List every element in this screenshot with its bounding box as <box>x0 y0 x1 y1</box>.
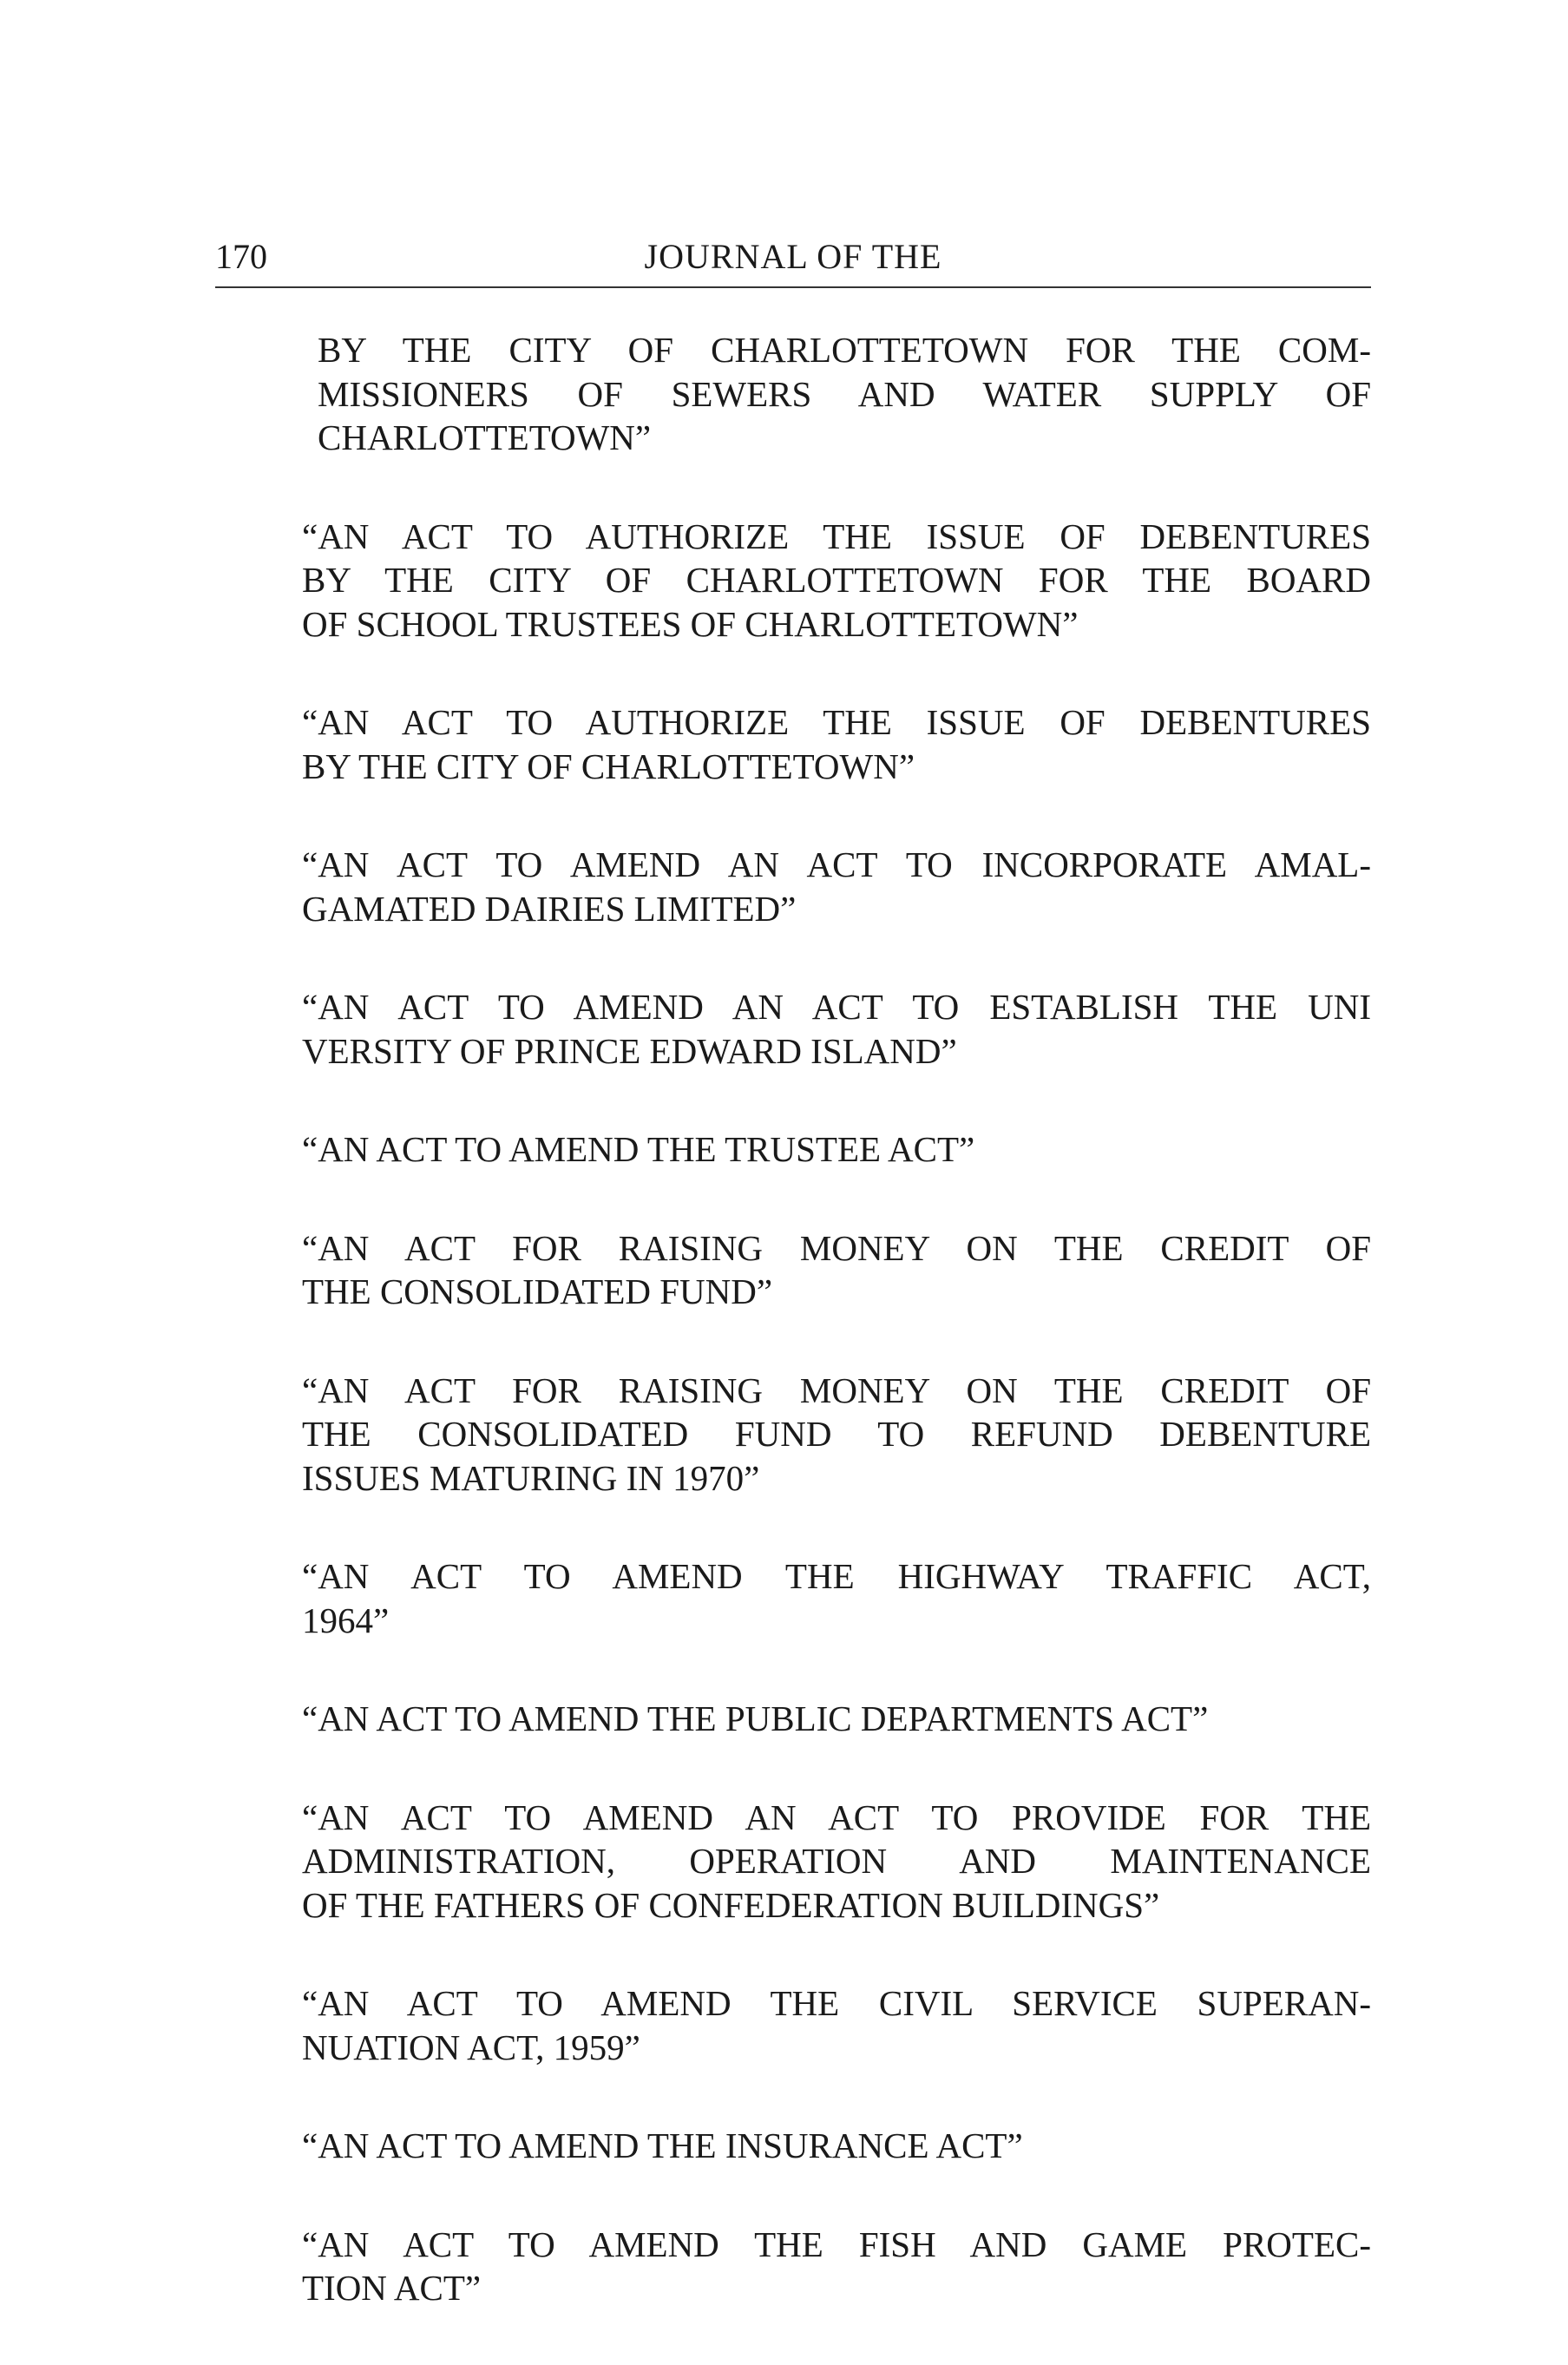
act-entry <box>274 2124 1371 2168</box>
act-entry-line: “AN ACT TO AMEND THE HIGHWAY TRAFFIC ACT, <box>302 1556 1371 1596</box>
act-entry-line: “AN ACT TO AMEND THE INSURANCE ACT” <box>302 2125 1023 2165</box>
act-entry-line: “AN ACT TO AMEND AN ACT TO INCORPORATE AMAL- <box>302 844 1371 884</box>
act-entry <box>274 843 1371 930</box>
act-entry-line: OF SCHOOL TRUSTEES OF CHARLOTTETOWN” <box>302 603 1079 644</box>
running-head <box>215 233 1371 281</box>
act-entry-line: NUATION ACT, 1959” <box>302 2027 640 2067</box>
act-entry-line: CHARLOTTETOWN” <box>318 417 652 457</box>
act-entry <box>274 1226 1371 1314</box>
act-entry-line: “AN ACT FOR RAISING MONEY ON THE CREDIT OF <box>302 1370 1371 1410</box>
act-entry-line: VERSITY OF PRINCE EDWARD ISLAND” <box>302 1030 957 1071</box>
act-entry-line: TION ACT” <box>302 2268 482 2308</box>
act-entry-line: “AN ACT TO AMEND THE FISH AND GAME PROTEC- <box>302 2224 1371 2264</box>
act-entry-line: 1964” <box>302 1600 390 1640</box>
act-entry-line: BY THE CITY OF CHARLOTTETOWN FOR THE COM- <box>318 330 1371 370</box>
act-entry <box>274 515 1371 647</box>
running-title: JOURNAL OF THE <box>644 237 942 276</box>
act-list <box>274 328 1371 2365</box>
act-entry <box>274 328 1371 460</box>
header-rule <box>215 286 1371 288</box>
act-entry-line: ISSUES MATURING IN 1970” <box>302 1457 760 1498</box>
act-entry-line: THE CONSOLIDATED FUND TO REFUND DEBENTURE <box>302 1414 1371 1454</box>
act-entry-line: “AN ACT TO AUTHORIZE THE ISSUE OF DEBENTURES <box>302 516 1371 556</box>
act-entry <box>274 1369 1371 1501</box>
act-entry-line: “AN ACT TO AMEND THE PUBLIC DEPARTMENTS ACT” <box>302 1698 1209 1738</box>
act-entry-line: ADMINISTRATION, OPERATION AND MAINTENANCE <box>302 1841 1371 1881</box>
act-entry <box>274 700 1371 788</box>
act-entry <box>274 985 1371 1073</box>
act-entry-line: THE CONSOLIDATED FUND” <box>302 1271 773 1311</box>
page-number: 170 <box>215 237 267 276</box>
act-entry-line: “AN ACT TO AMEND AN ACT TO PROVIDE FOR THE <box>302 1797 1371 1837</box>
act-entry-line: “AN ACT TO AMEND AN ACT TO ESTABLISH THE UNI <box>302 987 1371 1027</box>
act-entry <box>274 1127 1371 1172</box>
act-entry-line: MISSIONERS OF SEWERS AND WATER SUPPLY OF <box>318 373 1371 414</box>
act-entry-line: BY THE CITY OF CHARLOTTETOWN FOR THE BOARD <box>302 560 1371 600</box>
act-entry-line: GAMATED DAIRIES LIMITED” <box>302 888 797 929</box>
act-entry <box>274 1981 1371 2069</box>
act-entry <box>274 1554 1371 1642</box>
act-entry-line: “AN ACT TO AUTHORIZE THE ISSUE OF DEBENTURES <box>302 702 1371 742</box>
act-entry <box>274 1796 1371 1928</box>
act-entry <box>274 2223 1371 2310</box>
act-entry-line: “AN ACT TO AMEND THE TRUSTEE ACT” <box>302 1129 975 1169</box>
act-entry-line: “AN ACT TO AMEND THE CIVIL SERVICE SUPERAN- <box>302 1983 1371 2023</box>
act-entry-line: “AN ACT FOR RAISING MONEY ON THE CREDIT OF <box>302 1227 1371 1268</box>
act-entry <box>274 1697 1371 1741</box>
act-entry-line: OF THE FATHERS OF CONFEDERATION BUILDINGS” <box>302 1884 1160 1925</box>
act-entry-line: BY THE CITY OF CHARLOTTETOWN” <box>302 746 915 786</box>
